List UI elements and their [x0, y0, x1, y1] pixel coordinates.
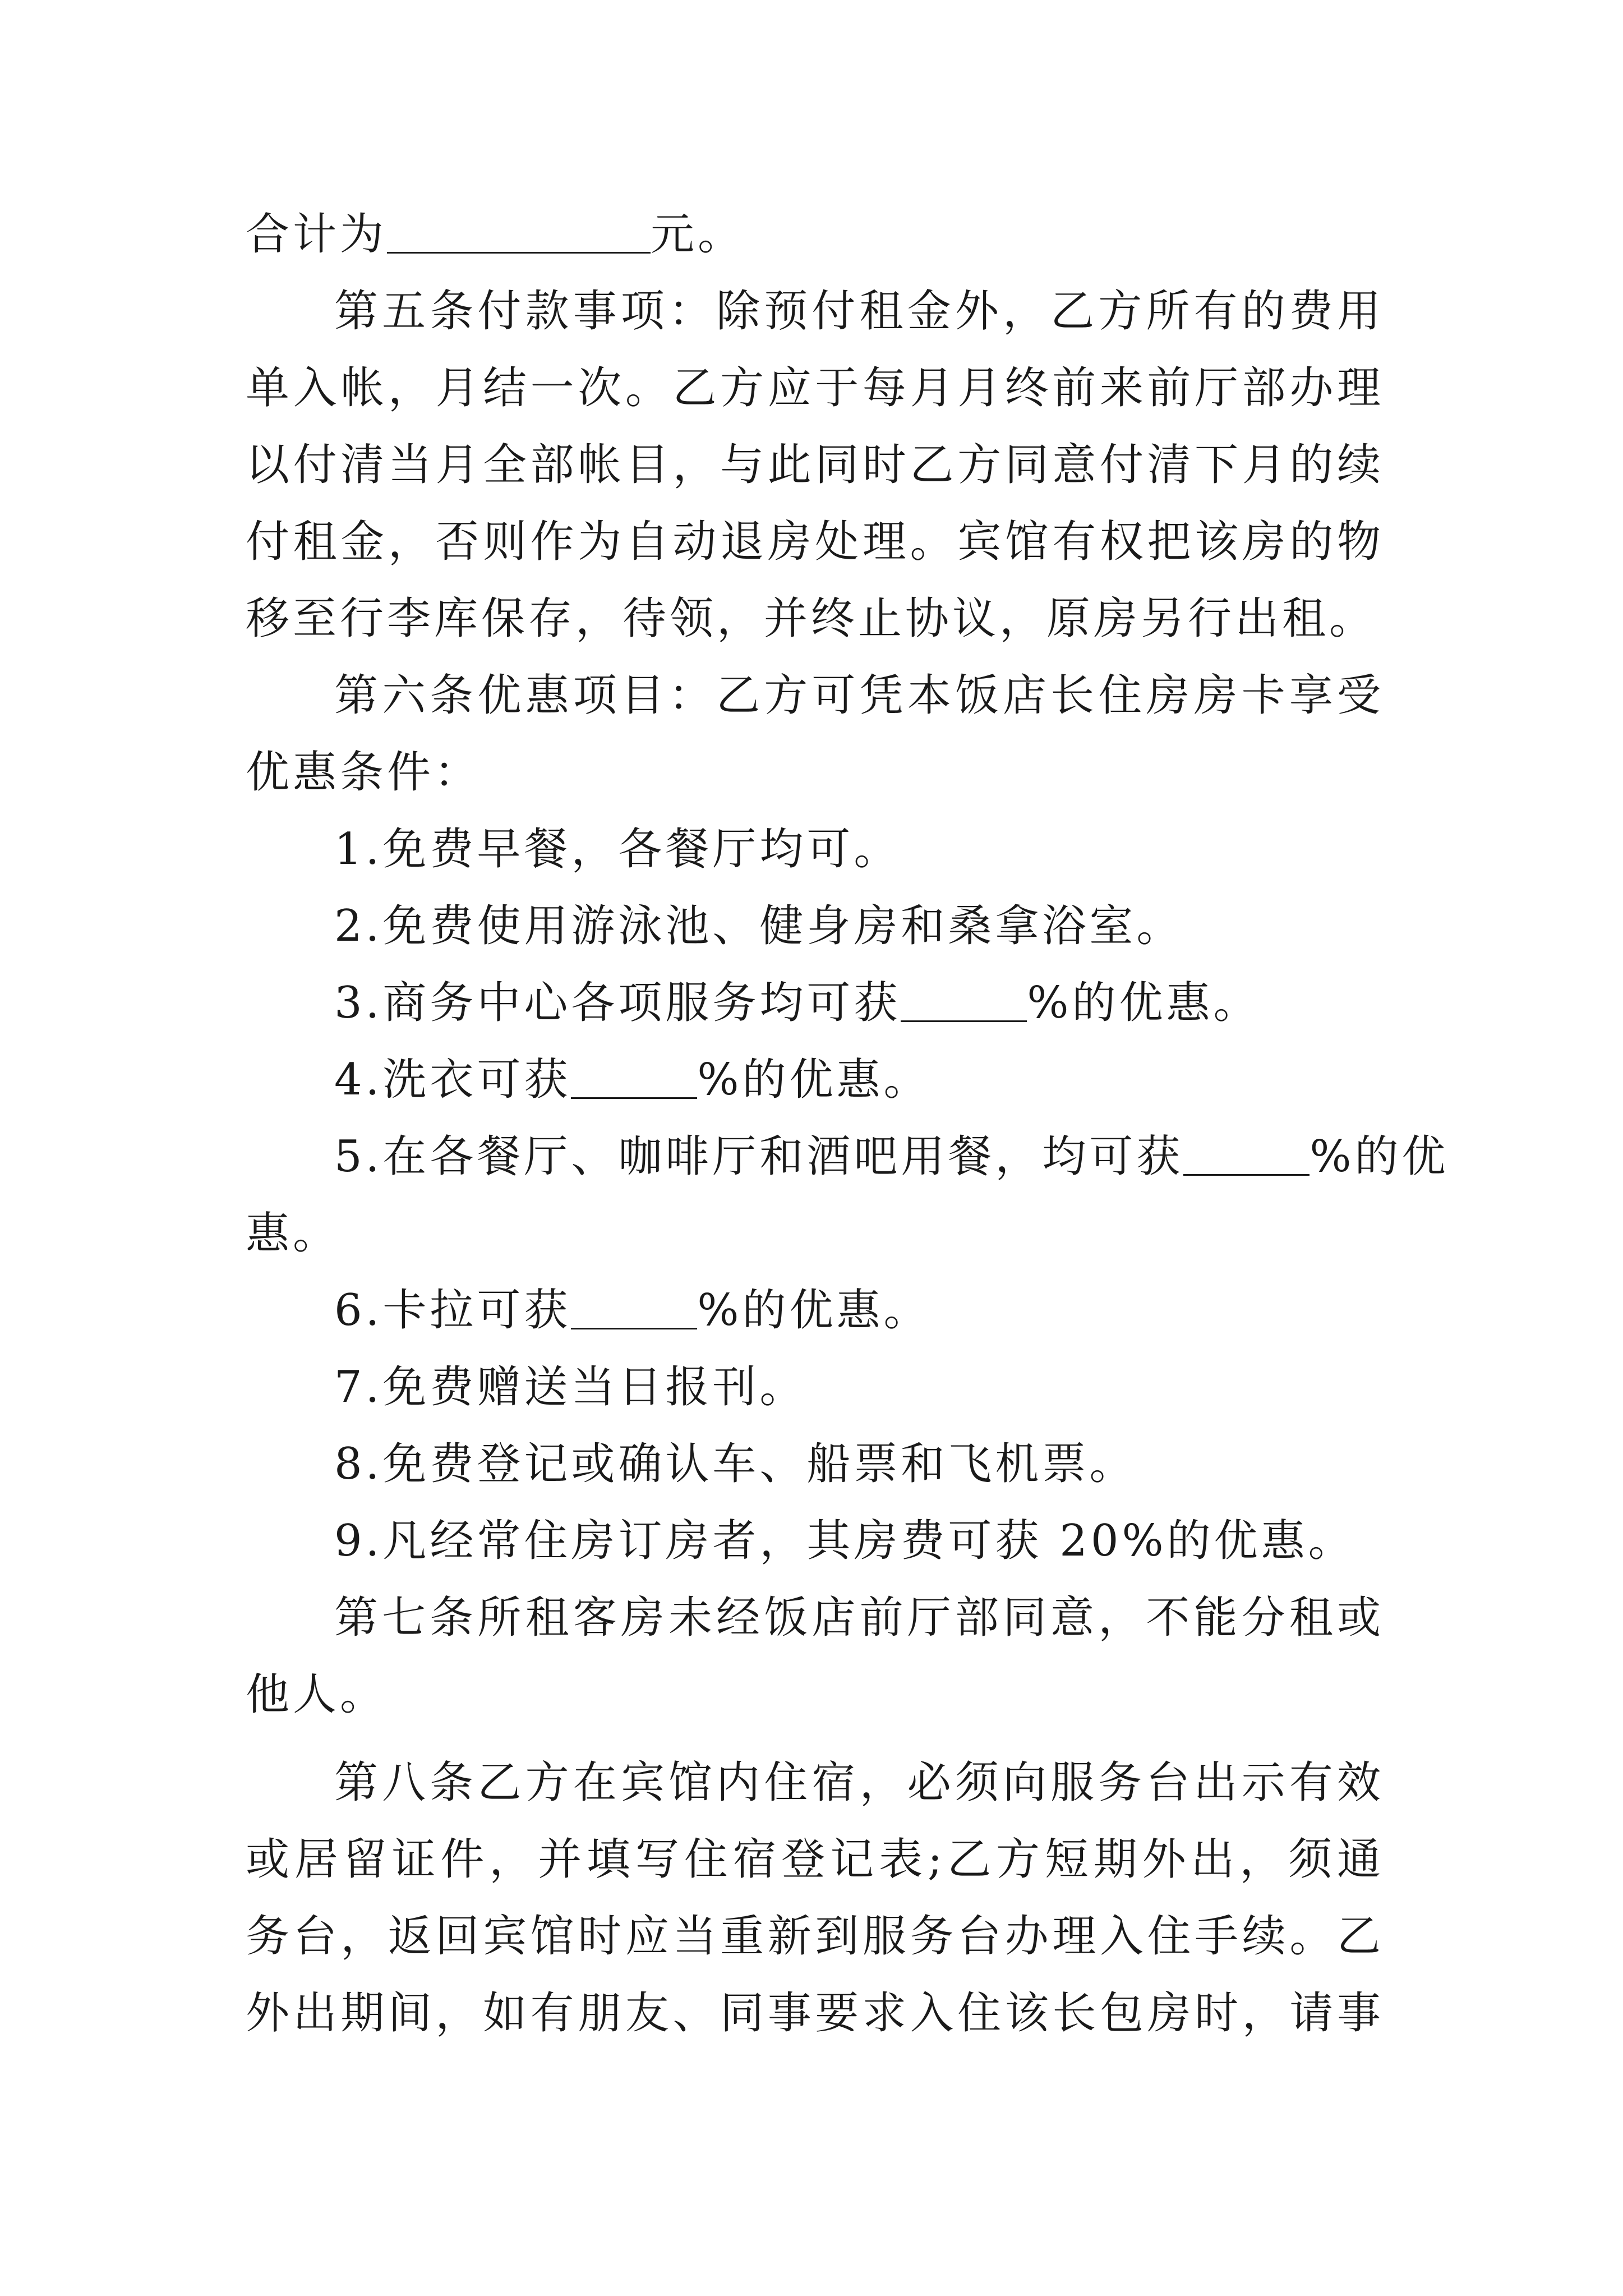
benefit-item-5-suffix: %的优	[1310, 1131, 1449, 1182]
benefit-item-3	[246, 965, 1384, 1042]
clause-8-line-2: 或居留证件，并填写住宿登记表;乙方短期外出，须通	[246, 1834, 1384, 1885]
clause-8-line-3: 务台，返回宾馆时应当重新到服务台办理入住手续。乙	[246, 1911, 1384, 1962]
clause-5-line-3: 以付清当月全部帐目，与此同时乙方同意付清下月的续	[246, 440, 1384, 490]
discount-blank	[901, 981, 1027, 1022]
benefit-item-6-text: 6.卡拉可获	[334, 1285, 571, 1336]
text-line	[246, 196, 1384, 273]
clause-8-line-4: 外出期间，如有朋友、同事要求入住该长包房时，请事	[246, 1988, 1384, 2039]
discount-blank	[571, 1058, 697, 1099]
amount-blank	[387, 213, 651, 254]
benefit-item-5-text: 5.在各餐厅、咖啡厅和酒吧用餐，均可获	[334, 1131, 1184, 1182]
benefit-item-3-suffix: %的优惠。	[1027, 978, 1261, 1028]
benefit-item-7: 7.免费赠送当日报刊。	[334, 1362, 807, 1412]
total-label: 合计为	[246, 209, 388, 260]
benefit-item-1: 1.免费早餐，各餐厅均可。	[334, 824, 901, 875]
discount-blank	[1183, 1135, 1310, 1176]
clause-5-line-5: 移至行李库保存，待领，并终止协议，原房另行出租。	[246, 593, 1377, 644]
benefit-item-4-text: 4.洗衣可获	[334, 1055, 571, 1105]
currency-unit: 元。	[651, 209, 745, 260]
clause-5-line-4: 付租金，否则作为自动退房处理。宾馆有权把该房的物	[246, 517, 1384, 567]
benefit-item-3-text: 3.商务中心各项服务均可获	[334, 978, 901, 1028]
clause-6-line-2: 优惠条件：	[246, 747, 482, 798]
discount-blank	[571, 1289, 697, 1329]
benefit-item-6	[246, 1272, 1384, 1349]
benefit-item-5-continuation: 惠。	[246, 1208, 340, 1259]
clause-5-line-1: 第五条付款事项：除预付租金外，乙方所有的费用	[334, 286, 1384, 337]
benefit-item-9: 9.凡经常住房订房者，其房费可获 20%的优惠。	[334, 1516, 1355, 1566]
clause-7-line-2: 他人。	[246, 1669, 388, 1720]
benefit-item-6-suffix: %的优惠。	[697, 1285, 931, 1336]
benefit-item-5	[246, 1119, 1449, 1195]
clause-8-line-1: 第八条乙方在宾馆内住宿，必须向服务台出示有效	[334, 1757, 1384, 1808]
clause-7-line-1: 第七条所租客房未经饭店前厅部同意，不能分租或	[334, 1593, 1384, 1643]
clause-5-line-2: 单入帐，月结一次。乙方应于每月月终前来前厅部办理	[246, 363, 1384, 413]
benefit-item-2: 2.免费使用游泳池、健身房和桑拿浴室。	[334, 901, 1184, 951]
clause-6-line-1: 第六条优惠项目：乙方可凭本饭店长住房房卡享受	[334, 670, 1384, 721]
benefit-item-4-suffix: %的优惠。	[697, 1055, 931, 1105]
benefit-item-4	[246, 1042, 1384, 1119]
document-body	[246, 196, 1449, 2052]
benefit-item-8: 8.免费登记或确认车、船票和飞机票。	[334, 1439, 1137, 1489]
paragraph-spacer	[246, 1733, 1384, 1745]
